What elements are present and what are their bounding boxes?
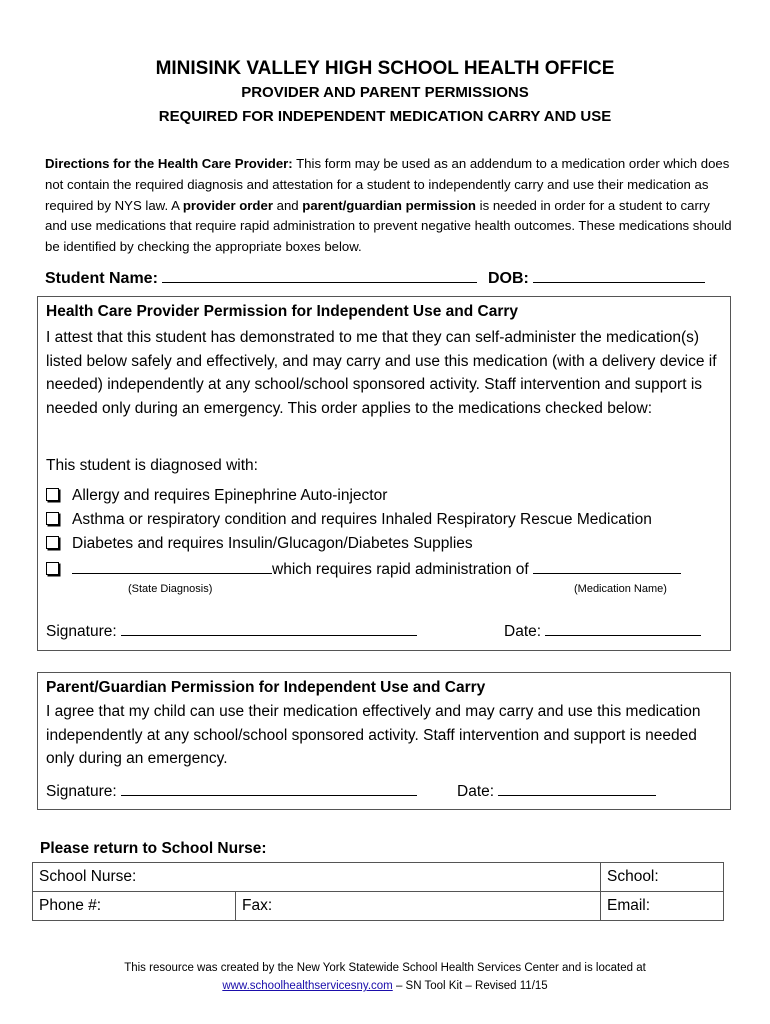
provider-date-field[interactable]: [545, 621, 701, 636]
provider-attestation: I attest that this student has demonstrated to me that they can self-administer the medication(s) listed below safely and effectively, and may carry and use this medication (with a delivery device if needed) independently at any school/school sponsored activity. Staff intervention and support is needed only during an emergency. This order applies to the medications checked below:: [46, 329, 717, 418]
phone-label: Phone #:: [39, 897, 102, 914]
signature-label: Signature:: [46, 783, 117, 800]
dob-label: DOB:: [488, 270, 529, 287]
parent-date-row: [457, 781, 656, 801]
school-label: School:: [606, 868, 659, 885]
medication-name-caption: (Medication Name): [574, 583, 667, 595]
form-subtitle-2: REQUIRED FOR INDEPENDENT MEDICATION CARRY AND USE: [158, 108, 612, 125]
parent-date-field[interactable]: [498, 781, 656, 796]
provider-order-text: provider order: [182, 197, 273, 213]
provider-signature-field[interactable]: [121, 621, 417, 636]
diagnosed-label: This student is diagnosed with:: [46, 457, 258, 474]
parent-agreement: I agree that my child can use their medication effectively and may carry and use this medication independently at any school/school sponsored activity. Staff intervention and support is needed only during an emergency.: [46, 703, 701, 768]
directions-label: Directions for the Health Care Provider:: [45, 156, 293, 171]
footer-line-2: [0, 980, 770, 992]
directions-text: and: [272, 197, 303, 213]
dob-row: [488, 268, 705, 288]
phone-cell[interactable]: [33, 892, 236, 921]
checkbox-icon[interactable]: [46, 512, 59, 525]
school-cell[interactable]: [600, 863, 723, 892]
date-label: Date:: [504, 623, 542, 640]
option-allergy[interactable]: [46, 487, 387, 505]
fax-label: Fax:: [242, 897, 273, 914]
parent-section-title: Parent/Guardian Permission for Independent Use and Carry: [46, 679, 486, 696]
dob-field[interactable]: [533, 268, 705, 283]
form-title: MINISINK VALLEY HIGH SCHOOL HEALTH OFFICE: [155, 58, 615, 79]
option-label: Allergy and requires Epinephrine Auto-injector: [72, 487, 388, 504]
directions-text: This form may be used as an addendum to a medication order which does not contain the required diagnosis and attestation for a student to independently carry and use their medication as required by NYS law. A: [45, 156, 730, 213]
provider-section-title: Health Care Provider Permission for Independent Use and Carry: [46, 303, 519, 320]
contact-table: [32, 862, 724, 921]
return-heading: Please return to School Nurse:: [40, 840, 267, 857]
parent-signature-row: [46, 781, 417, 801]
footer-revision: – SN Tool Kit – Revised 11/15: [392, 980, 548, 992]
student-name-row: [45, 268, 477, 288]
state-diagnosis-field[interactable]: [72, 559, 272, 574]
provider-date-row: [504, 621, 701, 641]
option-label: Asthma or respiratory condition and requires Inhaled Respiratory Rescue Medication: [72, 511, 652, 528]
school-nurse-label: School Nurse:: [39, 868, 137, 885]
option-other-text: which requires rapid administration of: [272, 561, 529, 578]
parent-signature-field[interactable]: [121, 781, 417, 796]
checkbox-icon[interactable]: [46, 488, 59, 501]
checkbox-icon[interactable]: [46, 562, 59, 575]
provider-signature-row: [46, 621, 417, 641]
directions-paragraph: [45, 154, 735, 258]
school-nurse-cell[interactable]: [33, 863, 601, 892]
provider-permission-section: [37, 296, 731, 651]
parent-permission-text: parent/guardian permission: [302, 197, 476, 213]
form-subtitle: PROVIDER AND PARENT PERMISSIONS: [241, 84, 529, 101]
footer-credit: This resource was created by the New York Statewide School Health Services Center and is located at: [124, 962, 646, 974]
parent-permission-section: [37, 672, 731, 810]
email-label: Email:: [606, 897, 651, 914]
option-asthma[interactable]: [46, 511, 652, 529]
student-name-label: Student Name:: [45, 270, 158, 287]
option-other[interactable]: [46, 559, 681, 579]
checkbox-icon[interactable]: [46, 536, 59, 549]
table-row: [33, 892, 724, 921]
website-link[interactable]: www.schoolhealthservicesny.com: [222, 980, 393, 992]
email-cell[interactable]: [600, 892, 723, 921]
signature-label: Signature:: [46, 623, 117, 640]
state-diagnosis-caption: (State Diagnosis): [128, 583, 213, 595]
fax-cell[interactable]: [236, 892, 601, 921]
student-name-field[interactable]: [162, 268, 477, 283]
option-diabetes[interactable]: [46, 535, 473, 553]
option-label: Diabetes and requires Insulin/Glucagon/Diabetes Supplies: [72, 535, 473, 552]
medication-name-field[interactable]: [533, 559, 681, 574]
table-row: [33, 863, 724, 892]
date-label: Date:: [457, 783, 495, 800]
directions-text: is needed in order for a student to carry and use medications that require rapid administration to prevent negative health outcomes. These medications should be identified by checking the appropriate boxes below.: [45, 197, 732, 255]
